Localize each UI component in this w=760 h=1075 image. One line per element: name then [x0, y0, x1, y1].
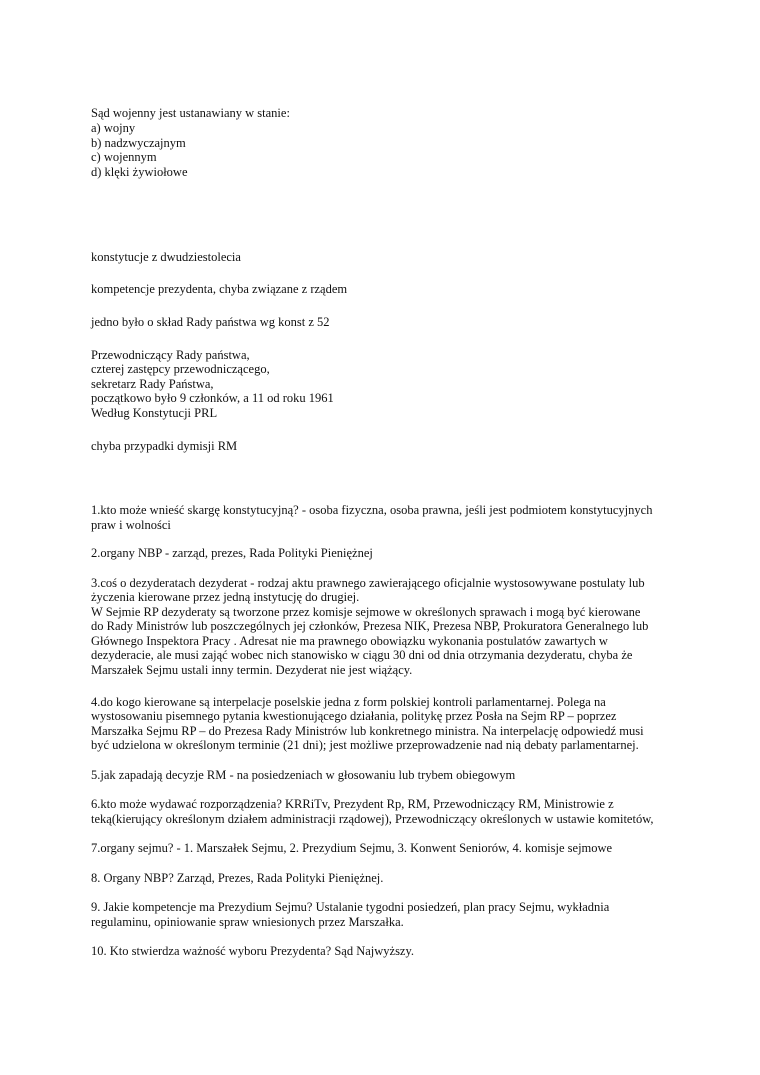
qa-line: 3.coś o dezyderatach dezyderat - rodzaj aktu prawnego zawierającego oficjalnie wystosowywane postulaty lub — [91, 576, 645, 590]
qa-line: Marszałek Sejmu ustali inny termin. Dezyderat nie jest wiążący. — [91, 663, 413, 677]
rada-panstwa-line: czterej zastępcy przewodniczącego, — [91, 362, 270, 376]
quiz-option-a: a) wojny — [91, 121, 136, 135]
qa-line: 9. Jakie kompetencje ma Prezydium Sejmu? Ustalanie tygodni posiedzeń, plan pracy Sejmu, wykładnia — [91, 900, 610, 914]
quiz-option-c: c) wojennym — [91, 150, 157, 164]
rada-panstwa-line: sekretarz Rady Państwa, — [91, 377, 214, 391]
qa-line: Marszałka Sejmu RP – do Prezesa Rady Ministrów lub konkretnego ministra. Na interpelację odpowiedź musi — [91, 724, 644, 738]
qa-line: być udzielona w określonym terminie (21 dni); jest możliwe przeprowadzenie nad nią debaty parlamentarnej. — [91, 738, 639, 752]
qa-line: 8. Organy NBP? Zarząd, Prezes, Rada Polityki Pieniężnej. — [91, 871, 384, 885]
qa-line: życzenia kierowane przez jedną instytucję do drugiej. — [91, 590, 360, 604]
quiz-question: Sąd wojenny jest ustanawiany w stanie: — [91, 106, 290, 120]
qa-line: 5.jak zapadają decyzje RM - na posiedzeniach w głosowaniu lub trybem obiegowym — [91, 768, 516, 782]
rada-panstwa-line: Przewodniczący Rady państwa, — [91, 348, 250, 362]
note-paragraph: kompetencje prezydenta, chyba związane z rządem — [91, 282, 348, 296]
qa-line: regulaminu, opiniowanie spraw wniesionych przez Marszałka. — [91, 915, 404, 929]
note-paragraph: jedno było o skład Rady państwa wg konst z 52 — [91, 315, 330, 329]
qa-line: 4.do kogo kierowane są interpelacje poselskie jedna z form polskiej kontroli parlamentarnej. Polega na — [91, 695, 606, 709]
rada-panstwa-line: początkowo było 9 członków, a 11 od roku 1961 — [91, 391, 334, 405]
qa-line: 1.kto może wnieść skargę konstytucyjną? - osoba fizyczna, osoba prawna, jeśli jest podmiotem konstytucyjnych — [91, 503, 653, 517]
quiz-option-d: d) klęki żywiołowe — [91, 165, 188, 179]
qa-line: wystosowaniu pisemnego pytania kwestionującego działania, politykę przez Posła na Sejm RP – poprzez — [91, 709, 617, 723]
qa-line: 10. Kto stwierdza ważność wyboru Prezydenta? Sąd Najwyższy. — [91, 944, 415, 958]
rada-panstwa-line: Według Konstytucji PRL — [91, 406, 218, 420]
note-paragraph: chyba przypadki dymisji RM — [91, 439, 238, 453]
quiz-option-b: b) nadzwyczajnym — [91, 136, 186, 150]
qa-line: 6.kto może wydawać rozporządzenia? KRRiTv, Prezydent Rp, RM, Przewodniczący RM, Ministrowie z — [91, 797, 614, 811]
qa-line: do Rady Ministrów lub poszczególnych jej członków, Prezesa NIK, Prezesa NBP, Prokuratora Generalnego lub — [91, 619, 649, 633]
qa-line: teką(kierujący określonym działem administracji rządowej), Przewodniczący określonych w ustawie komitetów, — [91, 812, 654, 826]
qa-line: Głównego Inspektora Pracy . Adresat nie ma prawnego obowiązku wykonania postulatów zawartych w — [91, 634, 608, 648]
qa-line: W Sejmie RP dezyderaty są tworzone przez komisje sejmowe w określonych sprawach i mogą być kierowane — [91, 605, 641, 619]
qa-line: 7.organy sejmu? - 1. Marszałek Sejmu, 2. Prezydium Sejmu, 3. Konwent Seniorów, 4. komisje sejmowe — [91, 841, 613, 855]
qa-line: praw i wolności — [91, 518, 171, 532]
qa-line: 2.organy NBP - zarząd, prezes, Rada Polityki Pieniężnej — [91, 546, 373, 560]
qa-line: dezyderacie, ale musi zająć wobec nich stanowisko w ciągu 30 dni od dnia otrzymania dezyderatu, chyba że — [91, 648, 633, 662]
note-paragraph: konstytucje z dwudziestolecia — [91, 250, 241, 264]
